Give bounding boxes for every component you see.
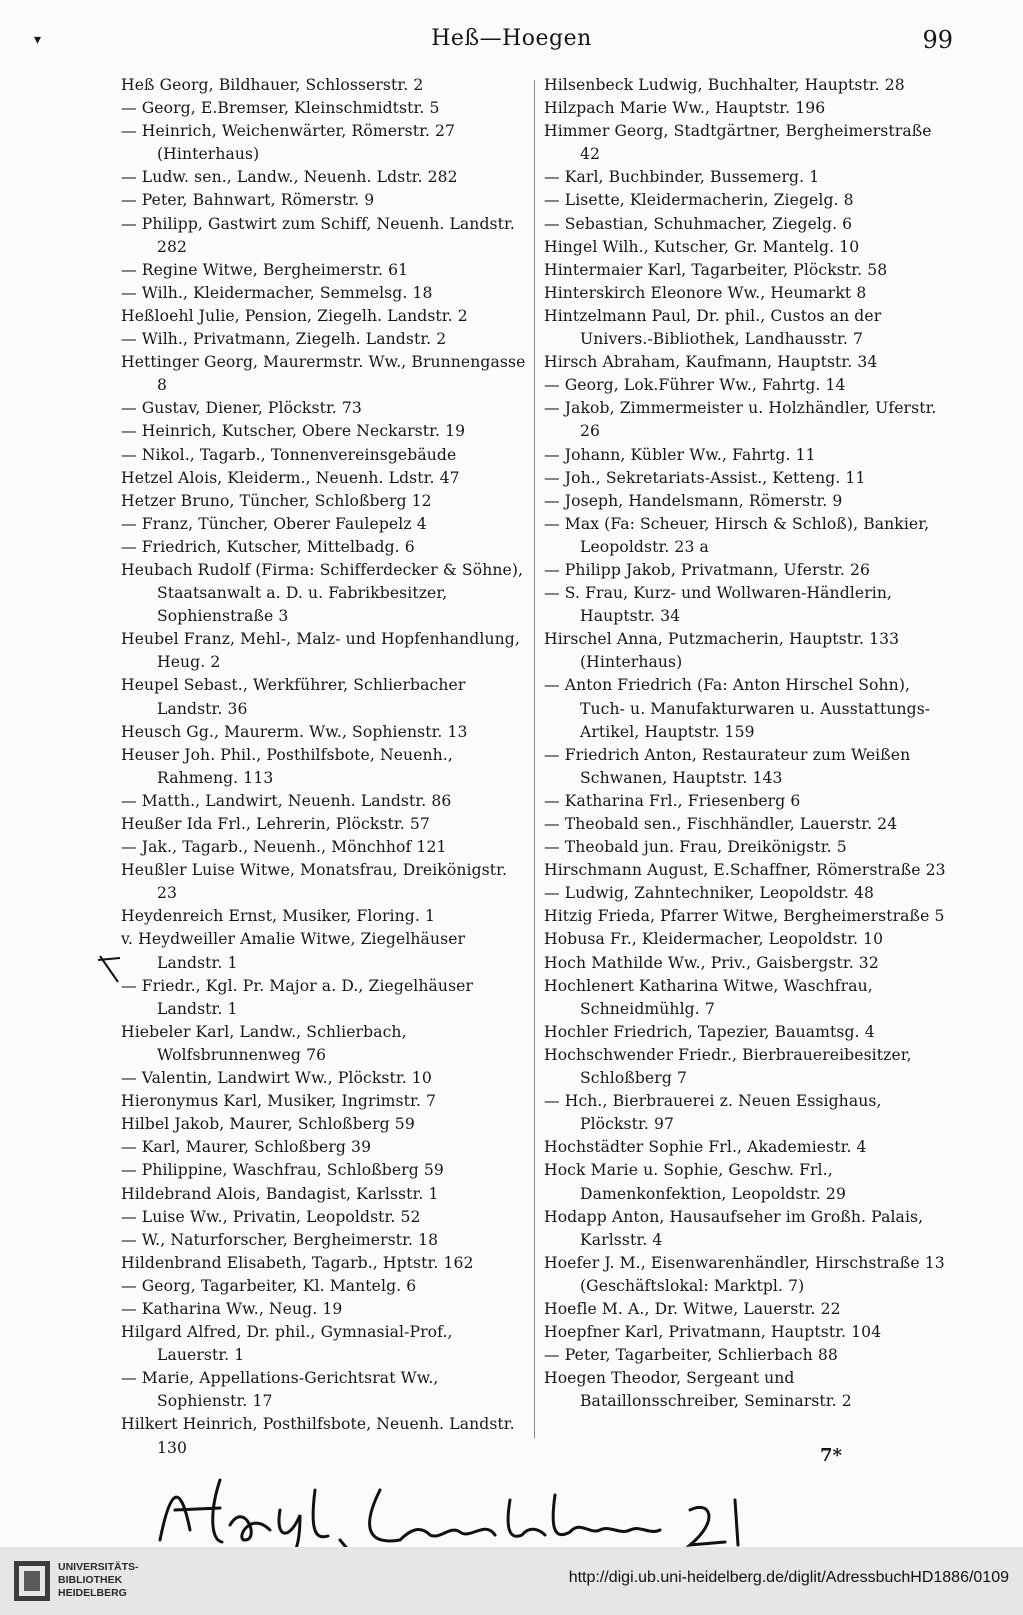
directory-entry: Hilzpach Marie Ww., Hauptstr. 196 — [544, 99, 826, 118]
directory-entry: Hildenbrand Elisabeth, Tagarb., Hptstr. 162 — [121, 1253, 474, 1272]
directory-entry: — Hch., Bierbrauerei z. Neuen Essighaus, Plöckstr. 97 — [544, 1092, 882, 1134]
directory-entry: Hinterskirch Eleonore Ww., Heumarkt 8 — [544, 283, 867, 302]
directory-entry: — Theobald sen., Fischhändler, Lauerstr. 24 — [544, 815, 898, 833]
directory-entry: — Anton Friedrich (Fa: Anton Hirschel Sohn), Tuch- u. Manufakturwaren u. Ausstattungs-Artikel, Hauptstr. 159 — [544, 676, 931, 741]
directory-entry: — Georg, Lok.Führer Ww., Fahrtg. 14 — [544, 376, 846, 395]
right-column — [544, 74, 954, 1413]
signature-mark: 7* — [820, 1445, 842, 1466]
directory-entry: Heubel Franz, Mehl-, Malz- und Hopfenhandlung, Heug. 2 — [121, 630, 520, 672]
directory-entry: — Regine Witwe, Bergheimerstr. 61 — [121, 260, 409, 279]
directory-entry: — Georg, Tagarbeiter, Kl. Mantelg. 6 — [121, 1276, 417, 1295]
page-number: 99 — [922, 26, 953, 54]
column-divider — [534, 80, 535, 1438]
directory-entry: Hingel Wilh., Kutscher, Gr. Mantelg. 10 — [544, 237, 860, 256]
library-footer — [0, 1547, 1023, 1615]
directory-entry: Hitzig Frieda, Pfarrer Witwe, Bergheimerstraße 5 — [544, 907, 945, 926]
directory-entry: — Wilh., Privatmann, Ziegelh. Landstr. 2 — [121, 330, 447, 349]
directory-entry: Hochstädter Sophie Frl., Akademiestr. 4 — [544, 1138, 867, 1157]
directory-entry: Hochler Friedrich, Tapezier, Bauamtsg. 4 — [544, 1022, 875, 1041]
directory-entry: — Friedrich, Kutscher, Mittelbadg. 6 — [121, 537, 415, 556]
directory-entry: — Ludwig, Zahntechniker, Leopoldstr. 48 — [544, 884, 874, 903]
directory-entry: — Matth., Landwirt, Neuenh. Landstr. 86 — [121, 791, 452, 810]
directory-entry: — Gustav, Diener, Plöckstr. 73 — [121, 399, 362, 418]
directory-entry: Hintermaier Karl, Tagarbeiter, Plöckstr. 58 — [544, 260, 888, 279]
university-seal-icon — [10, 1555, 54, 1607]
directory-entry: — Joseph, Handelsmann, Römerstr. 9 — [544, 491, 843, 510]
running-title: Heß—Hoegen — [431, 26, 592, 51]
directory-entry: Heupel Sebast., Werkführer, Schlierbacher Landstr. 36 — [121, 676, 466, 718]
directory-entry: — Friedrich Anton, Restaurateur zum Weißen Schwanen, Hauptstr. 143 — [544, 745, 911, 787]
directory-entry: — Johann, Kübler Ww., Fahrtg. 11 — [544, 445, 816, 464]
margin-tick-mark — [96, 952, 136, 992]
directory-entry: Hintzelmann Paul, Dr. phil., Custos an der Univers.-Bibliothek, Landhausstr. 7 — [544, 306, 882, 349]
directory-entry: — Heinrich, Weichenwärter, Römerstr. 27 (Hinterhaus) — [121, 122, 456, 164]
directory-entry: Hetzer Bruno, Tüncher, Schloßberg 12 — [121, 491, 432, 510]
directory-entry: — Marie, Appellations-Gerichtsrat Ww., Sophienstr. 17 — [121, 1369, 439, 1411]
directory-entry: Heußer Ida Frl., Lehrerin, Plöckstr. 57 — [121, 815, 430, 833]
directory-entry: — Philipp, Gastwirt zum Schiff, Neuenh. Landstr. 282 — [121, 214, 515, 256]
directory-entry: — Philippine, Waschfrau, Schloßberg 59 — [121, 1161, 444, 1180]
directory-entry: Hoefer J. M., Eisenwarenhändler, Hirschstraße 13 (Geschäftslokal: Marktpl. 7) — [544, 1253, 945, 1295]
directory-entry: — Valentin, Landwirt Ww., Plöckstr. 10 — [121, 1069, 432, 1088]
page-header — [0, 26, 1023, 60]
directory-entry: Heßloehl Julie, Pension, Ziegelh. Landstr. 2 — [121, 306, 468, 325]
directory-entry: — Jakob, Zimmermeister u. Holzhändler, Uferstr. 26 — [544, 399, 937, 441]
directory-entry: — Theobald jun. Frau, Dreikönigstr. 5 — [544, 838, 847, 857]
source-url[interactable]: http://digi.ub.uni-heidelberg.de/diglit/AdressbuchHD1886/0109 — [568, 1569, 1009, 1586]
directory-entry: — Luise Ww., Privatin, Leopoldstr. 52 — [121, 1207, 421, 1226]
directory-entry: — Max (Fa: Scheuer, Hirsch & Schloß), Bankier, Leopoldstr. 23 a — [544, 514, 930, 556]
directory-entry: Hodapp Anton, Hausaufseher im Großh. Palais, Karlsstr. 4 — [544, 1207, 924, 1249]
directory-entry: Hoch Mathilde Ww., Priv., Gaisbergstr. 32 — [544, 953, 879, 972]
directory-entry: — Heinrich, Kutscher, Obere Neckarstr. 19 — [121, 422, 466, 441]
directory-entry: Heuser Joh. Phil., Posthilfsbote, Neuenh., Rahmeng. 113 — [121, 745, 453, 787]
directory-entry: — Katharina Ww., Neug. 19 — [121, 1299, 343, 1318]
directory-entry: Hochschwender Friedr., Bierbrauereibesitzer, Schloßberg 7 — [544, 1045, 912, 1088]
directory-entry: Hirschel Anna, Putzmacherin, Hauptstr. 133 (Hinterhaus) — [544, 630, 900, 672]
directory-entry: Hildebrand Alois, Bandagist, Karlsstr. 1 — [121, 1184, 439, 1203]
directory-entry: — Sebastian, Schuhmacher, Ziegelg. 6 — [544, 214, 853, 233]
directory-entry: — Franz, Tüncher, Oberer Faulepelz 4 — [121, 514, 427, 533]
directory-entry: — Karl, Buchbinder, Bussemerg. 1 — [544, 168, 820, 187]
directory-entry: — Philipp Jakob, Privatmann, Uferstr. 26 — [544, 560, 871, 579]
library-name: UNIVERSITÄTS- BIBLIOTHEK HEIDELBERG — [58, 1561, 139, 1599]
directory-entry: Himmer Georg, Stadtgärtner, Bergheimerstraße 42 — [544, 122, 932, 164]
directory-entry: — Jak., Tagarb., Neuenh., Mönchhof 121 — [121, 838, 447, 857]
directory-entry: — W., Naturforscher, Bergheimerstr. 18 — [121, 1230, 439, 1249]
directory-entry: Hirschmann August, E.Schaffner, Römerstraße 23 — [544, 861, 946, 880]
directory-entry: Hobusa Fr., Kleidermacher, Leopoldstr. 10 — [544, 930, 884, 949]
directory-entry: — Friedr., Kgl. Pr. Major a. D., Ziegelhäuser Landstr. 1 — [121, 976, 474, 1018]
directory-entry: Heydenreich Ernst, Musiker, Floring. 1 — [121, 907, 435, 926]
directory-entry: Heußler Luise Witwe, Monatsfrau, Dreikönigstr. 23 — [121, 861, 508, 903]
corner-mark: ▾ — [34, 32, 42, 48]
directory-entry: Hirsch Abraham, Kaufmann, Hauptstr. 34 — [544, 353, 878, 372]
directory-entry: Hetzel Alois, Kleiderm., Neuenh. Ldstr. 47 — [121, 468, 460, 487]
directory-entry: — Wilh., Kleidermacher, Semmelsg. 18 — [121, 283, 433, 302]
directory-entry: Heusch Gg., Maurerm. Ww., Sophienstr. 13 — [121, 722, 468, 741]
directory-entry: — Nikol., Tagarb., Tonnenvereinsgebäude — [121, 445, 457, 464]
directory-entry: Hoefle M. A., Dr. Witwe, Lauerstr. 22 — [544, 1299, 841, 1318]
directory-entry: — Joh., Sekretariats-Assist., Ketteng. 11 — [544, 468, 866, 487]
directory-entry: — Lisette, Kleidermacherin, Ziegelg. 8 — [544, 191, 854, 210]
left-column — [121, 74, 529, 1460]
directory-entry: Hoepfner Karl, Privatmann, Hauptstr. 104 — [544, 1323, 882, 1342]
directory-entry: — S. Frau, Kurz- und Wollwaren-Händlerin, Hauptstr. 34 — [544, 584, 893, 626]
directory-entry: v. Heydweiller Amalie Witwe, Ziegelhäuser Landstr. 1 — [121, 930, 466, 972]
directory-entry: Hettinger Georg, Maurermstr. Ww., Brunnengasse 8 — [121, 353, 526, 395]
directory-entry: Hilbel Jakob, Maurer, Schloßberg 59 — [121, 1115, 415, 1134]
directory-entry: Hoegen Theodor, Sergeant und Bataillonsschreiber, Seminarstr. 2 — [544, 1369, 852, 1411]
directory-entry: — Peter, Tagarbeiter, Schlierbach 88 — [544, 1346, 838, 1365]
directory-entry: Heubach Rudolf (Firma: Schifferdecker & Söhne), Staatsanwalt a. D. u. Fabrikbesitzer, Sophienstraße 3 — [121, 560, 524, 626]
directory-entry: Heß Georg, Bildhauer, Schlosserstr. 2 — [121, 76, 424, 94]
directory-entry: Hock Marie u. Sophie, Geschw. Frl., Damenkonfektion, Leopoldstr. 29 — [544, 1161, 846, 1203]
directory-entry: — Peter, Bahnwart, Römerstr. 9 — [121, 191, 375, 210]
directory-entry: Hiebeler Karl, Landw., Schlierbach, Wolfsbrunnenweg 76 — [121, 1022, 407, 1064]
directory-entry: — Katharina Frl., Friesenberg 6 — [544, 791, 801, 810]
directory-entry: — Karl, Maurer, Schloßberg 39 — [121, 1138, 372, 1157]
directory-entry: Hilsenbeck Ludwig, Buchhalter, Hauptstr. 28 — [544, 76, 905, 94]
directory-entry: Hilkert Heinrich, Posthilfsbote, Neuenh. Landstr. 130 — [121, 1415, 515, 1457]
directory-entry: Hilgard Alfred, Dr. phil., Gymnasial-Prof., Lauerstr. 1 — [121, 1323, 453, 1365]
directory-entry: Hochlenert Katharina Witwe, Waschfrau, Schneidmühlg. 7 — [544, 976, 873, 1018]
directory-entry: — Ludw. sen., Landw., Neuenh. Ldstr. 282 — [121, 168, 458, 187]
directory-entry: Hieronymus Karl, Musiker, Ingrimstr. 7 — [121, 1092, 436, 1111]
directory-entry: — Georg, E.Bremser, Kleinschmidtstr. 5 — [121, 99, 440, 118]
